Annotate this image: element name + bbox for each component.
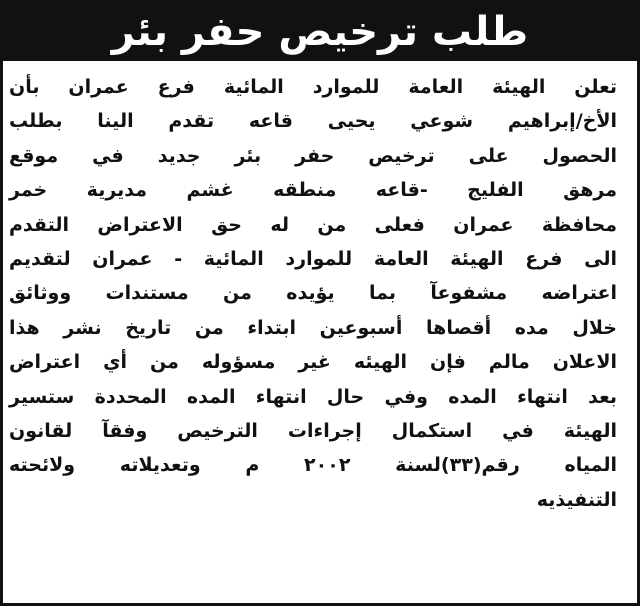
- body-line-2: الأخ/إبراهيم شوعي يحيى قاعه تقدم الينا بطلب: [9, 110, 617, 133]
- notice-title: طلب ترخيص حفر بئر: [111, 9, 529, 55]
- body-line-1: تعلن الهيئة العامة للموارد المائية فرع عمران بأن: [9, 76, 617, 98]
- body-line-6: الى فرع الهيئة العامة للموارد المائية - عمران لتقديم: [9, 247, 617, 270]
- body-line-3: الحصول على ترخيص حفر بئر جديد في موقع: [9, 144, 617, 167]
- body-line-10: بعد انتهاء المده وفي حال انتهاء المده المحددة ستسير: [9, 385, 617, 408]
- body-line-8: خلال مده أقصاها أسبوعين ابتداء من تاريخ نشر هذا: [9, 316, 617, 339]
- notice-body: [9, 70, 617, 517]
- body-line-4: مرهق الفليج -قاعه منطقه غشم مديرية خمر: [9, 179, 617, 202]
- body-line-7: اعتراضه مشفوعآ بما يؤيده من مستندات ووثائق: [9, 282, 617, 305]
- body-line-9: الاعلان مالم فإن الهيئه غير مسؤوله من أي اعتراض: [9, 351, 617, 374]
- body-line-5: محافظة عمران فعلى من له حق الاعتراض التقدم: [9, 213, 617, 236]
- title-bar: [3, 3, 637, 61]
- body-line-13: التنفيذيه: [536, 488, 617, 511]
- body-line-11: الهيئة في استكمال إجراءات الترخيص وفقآ لقانون: [9, 419, 617, 442]
- body-line-12: المياه رقم(٣٣)لسنة ٢٠٠٢ م وتعديلاته ولائحته: [9, 454, 617, 477]
